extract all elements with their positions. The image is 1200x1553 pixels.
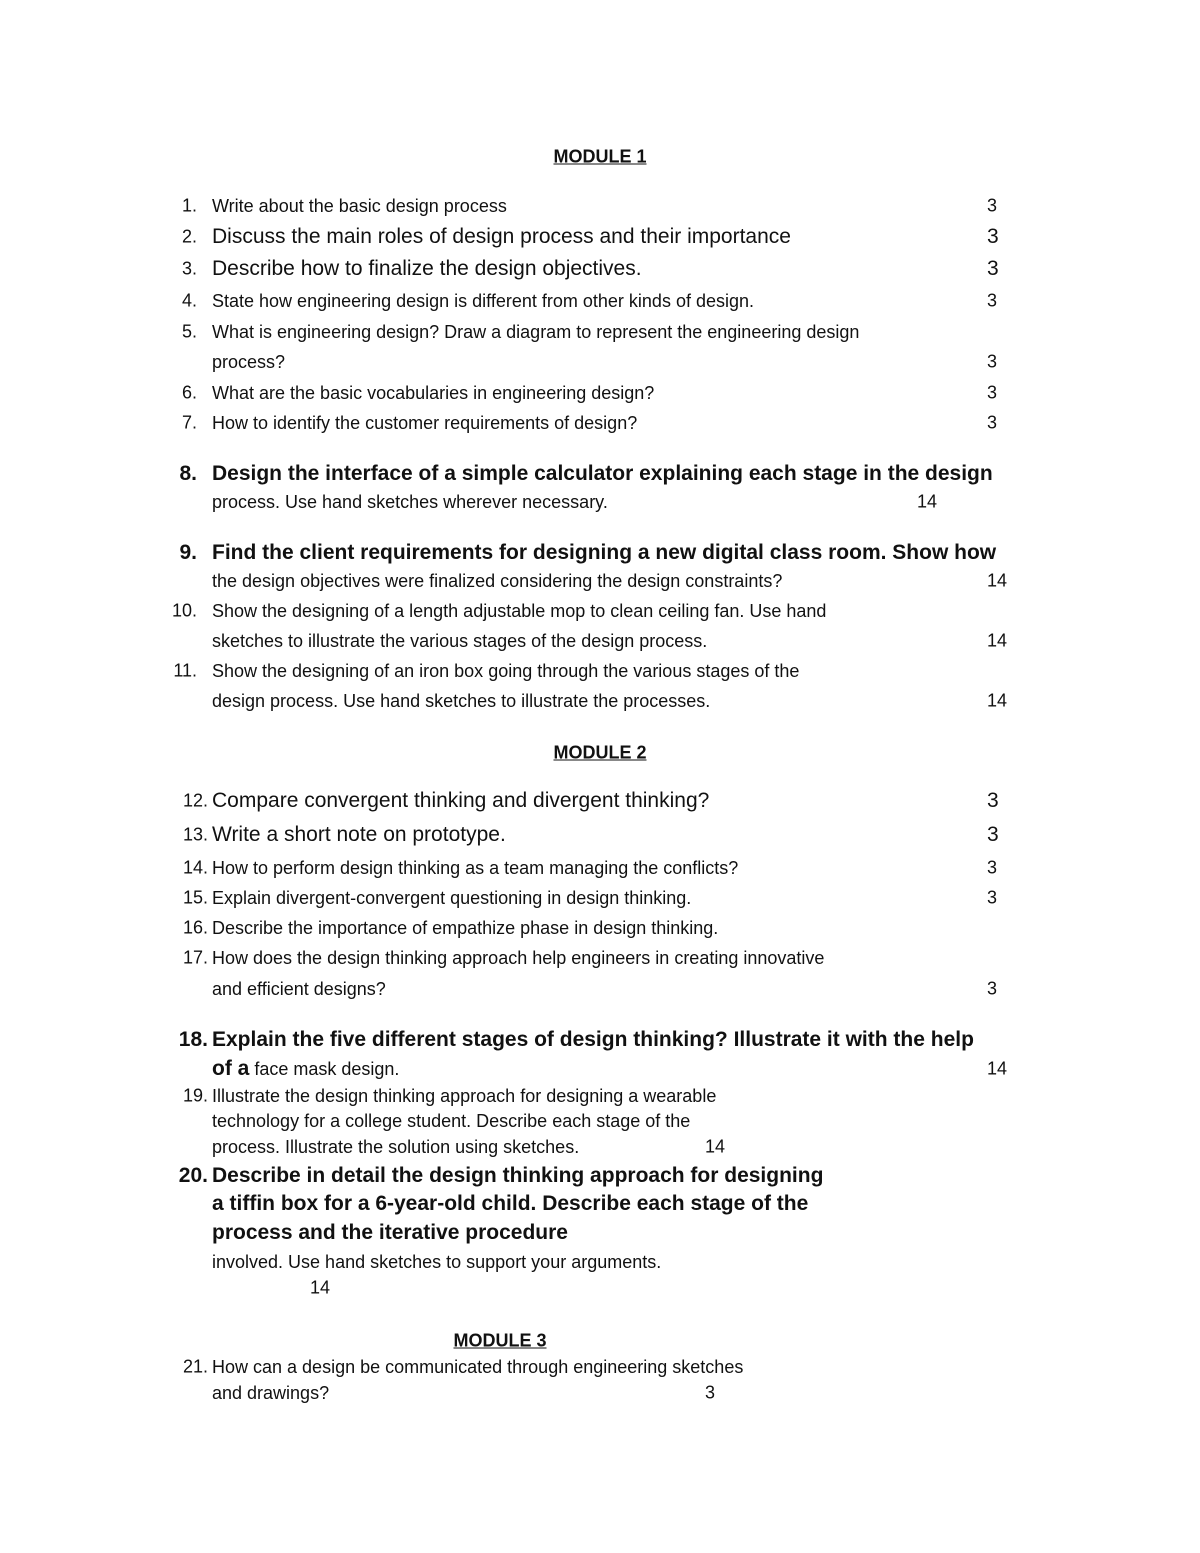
question-number: 12. <box>182 790 208 811</box>
question-text: Discuss the main roles of design process and their importance <box>212 225 791 248</box>
question-number: 20. <box>178 1164 208 1187</box>
module-3-heading: MODULE 3 <box>453 1330 547 1351</box>
question-marks: 3 <box>987 857 998 878</box>
question-text: Illustrate the design thinking approach for designing a wearable <box>212 1086 717 1106</box>
question-marks: 14 <box>310 1277 331 1298</box>
question-text-continued: involved. Use hand sketches to support your arguments. <box>212 1252 662 1272</box>
question-marks: 3 <box>987 290 998 311</box>
question-number: 6. <box>181 382 197 403</box>
question-number: 2. <box>181 226 197 247</box>
question-text: Write a short note on prototype. <box>212 823 506 846</box>
question-number: 8. <box>179 462 197 485</box>
question-marks: 3 <box>987 887 998 908</box>
question-text: Explain the five different stages of design thinking? Illustrate it with the help <box>212 1028 974 1051</box>
question-text: Find the client requirements for designing a new digital class room. Show how <box>212 541 997 564</box>
question-text-continued <box>212 1057 399 1081</box>
question-number: 4. <box>181 290 197 311</box>
question-marks: 3 <box>705 1382 716 1403</box>
question-marks: 3 <box>987 382 998 403</box>
question-marks: 14 <box>987 570 1008 591</box>
question-text: Write about the basic design process <box>212 196 507 216</box>
question-marks: 3 <box>987 195 998 216</box>
question-text-regular-part: face mask design. <box>249 1059 400 1079</box>
question-marks: 3 <box>987 823 999 846</box>
question-marks: 3 <box>987 412 998 433</box>
question-text: Show the designing of a length adjustable mop to clean ceiling fan. Use hand <box>212 601 827 621</box>
question-text-continued: process. Use hand sketches wherever necessary. <box>212 492 608 512</box>
question-text: State how engineering design is different from other kinds of design. <box>212 291 754 311</box>
question-text: Show the designing of an iron box going through the various stages of the <box>212 661 800 681</box>
question-text: Compare convergent thinking and divergent thinking? <box>212 789 710 812</box>
question-number: 11. <box>173 660 197 681</box>
question-text-continued: process? <box>212 352 286 372</box>
question-number: 9. <box>179 541 197 564</box>
question-marks: 3 <box>987 257 999 280</box>
question-text-continued: design process. Use hand sketches to illustrate the processes. <box>212 691 711 711</box>
question-number: 14. <box>182 857 208 878</box>
question-marks: 14 <box>987 690 1008 711</box>
question-text-continued: a tiffin box for a 6-year-old child. Describe each stage of the <box>212 1192 809 1215</box>
question-text: Describe the importance of empathize phase in design thinking. <box>212 918 719 938</box>
question-number: 16. <box>182 917 208 938</box>
question-number: 21. <box>182 1356 208 1377</box>
question-number: 18. <box>178 1028 208 1051</box>
question-text: How to identify the customer requirements of design? <box>212 413 638 433</box>
question-text: How to perform design thinking as a team managing the conflicts? <box>212 858 739 878</box>
question-text-continued: process and the iterative procedure <box>212 1221 568 1244</box>
question-number: 17. <box>182 947 208 968</box>
module-2-heading: MODULE 2 <box>553 742 647 763</box>
question-text: Design the interface of a simple calculator explaining each stage in the design <box>212 462 993 485</box>
question-number: 7. <box>181 412 197 433</box>
question-marks: 3 <box>987 351 998 372</box>
question-number: 10. <box>171 600 197 621</box>
question-text: Describe in detail the design thinking approach for designing <box>212 1164 824 1187</box>
question-number: 1. <box>181 195 197 216</box>
question-text: Explain divergent-convergent questioning in design thinking. <box>212 888 692 908</box>
question-number: 3. <box>181 258 197 279</box>
question-marks: 3 <box>987 225 999 248</box>
module-1-heading: MODULE 1 <box>553 146 647 167</box>
question-text-continued: and efficient designs? <box>212 979 386 999</box>
question-text: What are the basic vocabularies in engineering design? <box>212 383 655 403</box>
question-marks: 14 <box>987 630 1008 651</box>
question-text-continued: process. Illustrate the solution using sketches. <box>212 1137 580 1157</box>
question-text: How does the design thinking approach help engineers in creating innovative <box>212 948 825 968</box>
question-text: Describe how to finalize the design objectives. <box>212 257 642 280</box>
question-marks: 3 <box>987 789 999 812</box>
question-number: 19. <box>182 1085 208 1106</box>
question-number: 5. <box>181 321 197 342</box>
question-text: How can a design be communicated through engineering sketches <box>212 1357 744 1377</box>
question-text: What is engineering design? Draw a diagram to represent the engineering design <box>212 322 860 342</box>
question-text-continued: technology for a college student. Describe each stage of the <box>212 1111 691 1131</box>
question-number: 15. <box>182 887 208 908</box>
question-text-continued: the design objectives were finalized considering the design constraints? <box>212 571 783 591</box>
question-marks: 14 <box>705 1136 726 1157</box>
question-marks: 3 <box>987 978 998 999</box>
question-marks: 14 <box>917 491 938 512</box>
question-text-bold-part: of a <box>212 1057 250 1080</box>
question-text-continued: sketches to illustrate the various stages of the design process. <box>212 631 708 651</box>
question-text-continued: and drawings? <box>212 1383 330 1403</box>
question-number: 13. <box>182 824 208 845</box>
question-marks: 14 <box>987 1058 1008 1079</box>
